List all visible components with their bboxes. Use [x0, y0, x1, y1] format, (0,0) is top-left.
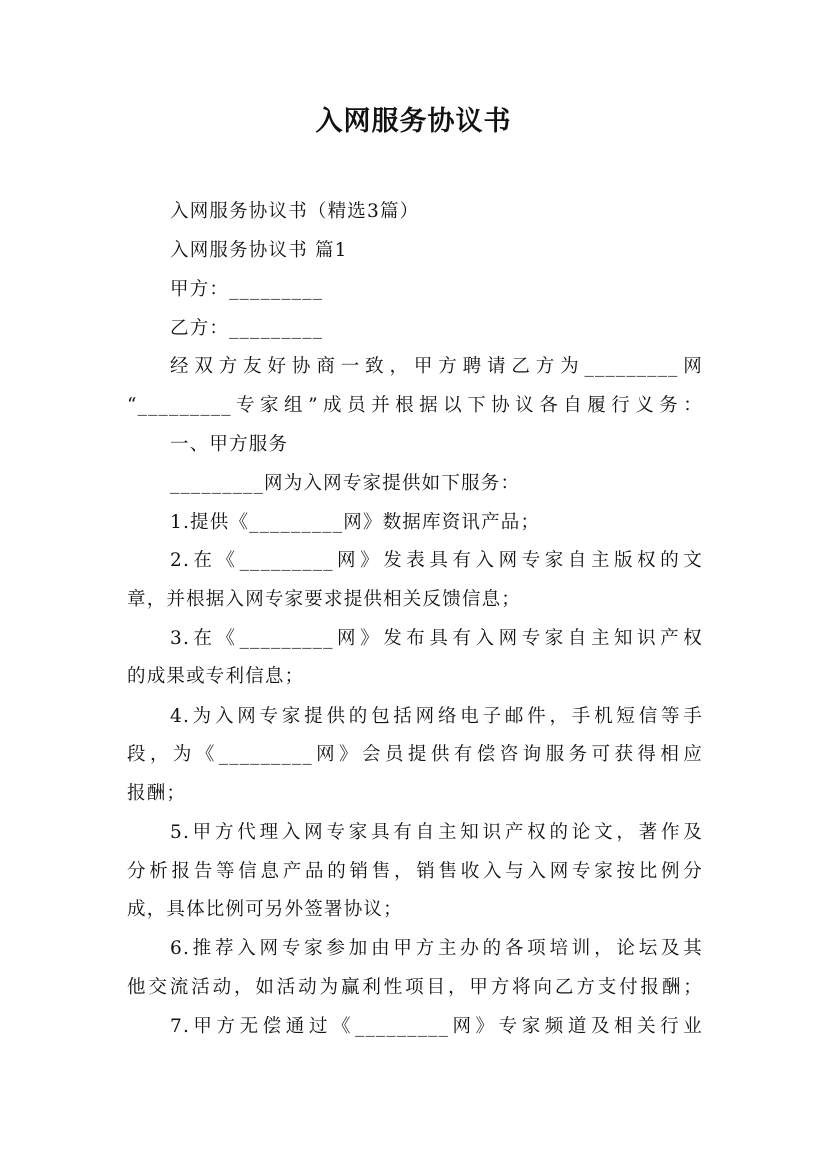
- section-heading: 入网服务协议书 篇1: [170, 240, 348, 261]
- list-item-line: 5.甲方代理入网专家具有自主知识产权的论文，著作及: [170, 822, 703, 843]
- party-b-line: 乙方：_________: [170, 318, 324, 339]
- subtitle-line: 入网服务协议书（精选3篇）: [170, 201, 420, 222]
- paragraph-line: 经双方友好协商一致，甲方聘请乙方为_________网: [170, 356, 703, 377]
- list-item-line: 6.推荐入网专家参加由甲方主办的各项培训，论坛及其: [170, 938, 703, 959]
- document-title: 入网服务协议书: [315, 106, 512, 137]
- list-item-line: 4.为入网专家提供的包括网络电子邮件，手机短信等手: [170, 706, 703, 727]
- list-item-line: 2.在《_________网》发表具有入网专家自主版权的文: [170, 550, 703, 571]
- list-item-line: 7.甲方无偿通过《_________网》专家频道及相关行业: [170, 1016, 703, 1037]
- paragraph-line: _________网为入网专家提供如下服务：: [170, 473, 521, 494]
- list-item-line: 3.在《_________网》发布具有入网专家自主知识产权: [170, 628, 703, 649]
- list-item-continuation: 报酬；: [127, 783, 187, 804]
- list-item-continuation: 成，具体比例可另外签署协议；: [127, 899, 403, 920]
- list-item-continuation: 的成果或专利信息；: [127, 666, 305, 687]
- party-a-line: 甲方：_________: [170, 279, 324, 300]
- list-item-continuation: 章，并根据入网专家要求提供相关反馈信息；: [127, 589, 522, 610]
- paragraph-line: “_________专家组”成员并根据以下协议各自履行义务：: [127, 395, 703, 416]
- list-item-line: 1.提供《_________网》数据库资讯产品；: [170, 512, 541, 533]
- list-item-continuation: 分析报告等信息产品的销售，销售收入与入网专家按比例分: [127, 861, 703, 882]
- list-item-continuation: 段，为《_________网》会员提供有偿咨询服务可获得相应: [127, 744, 703, 765]
- section-heading: 一、甲方服务: [170, 434, 289, 455]
- list-item-continuation: 他交流活动，如活动为赢利性项目，甲方将向乙方支付报酬；: [127, 977, 703, 998]
